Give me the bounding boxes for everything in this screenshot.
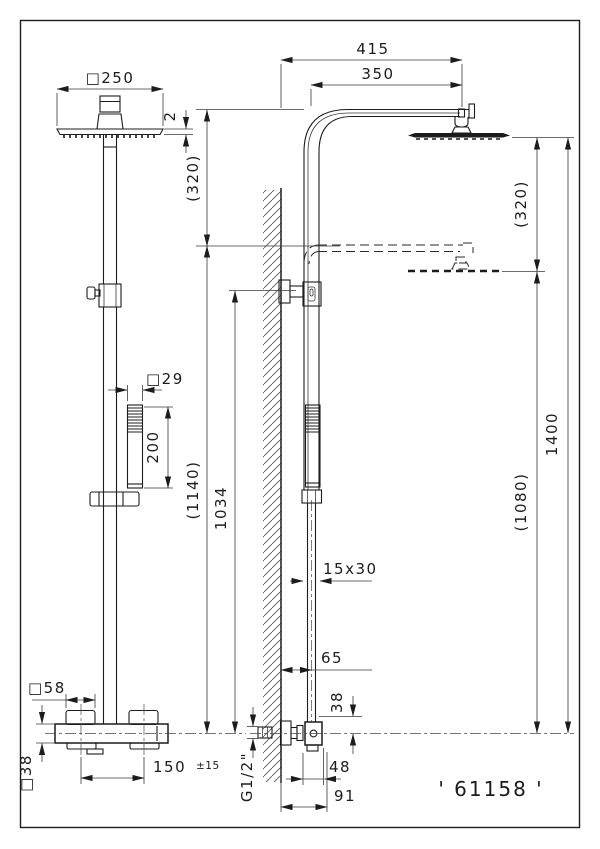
dim-lowered-height-label: (1080) xyxy=(512,472,530,532)
dim-wall-to-pipe-label: 65 xyxy=(321,649,344,667)
dim-arm-reach-pipe-label: 350 xyxy=(361,65,395,83)
dim-pipe-section-label: 15x30 xyxy=(323,560,378,578)
dim-front-height-adjust-label: (320) xyxy=(184,154,202,202)
dim-head-width-label: □250 xyxy=(85,69,135,87)
dim-handshower-length-label: 200 xyxy=(144,430,162,464)
dim-outlet-offset-label: 38 xyxy=(328,690,346,714)
drawing-frame xyxy=(21,21,580,828)
dim-bracket-height-label: 1034 xyxy=(212,485,230,531)
dim-arm-reach-wall-label: 415 xyxy=(356,40,390,58)
part-number: ' 61158 ' xyxy=(438,777,544,801)
dim-overall-height-label: 1400 xyxy=(543,411,561,457)
dim-valve-height-label: □38 xyxy=(17,754,35,792)
dim-overall-depth-label: 91 xyxy=(334,787,357,805)
dim-valve-depth-label: 48 xyxy=(329,758,352,776)
dim-front-outlet-height-label: (1140) xyxy=(184,460,202,520)
dim-handshower-width-label: □29 xyxy=(146,370,184,388)
dim-handle-width-label: □58 xyxy=(28,679,66,697)
dim-inlet-spacing-label: 150 xyxy=(153,758,187,776)
dim-head-thickness-label: 2 xyxy=(161,110,179,122)
dim-inlet-thread-label: G1/2" xyxy=(238,751,256,803)
dim-side-height-adjust-label: (320) xyxy=(512,180,530,228)
side-wall xyxy=(263,188,281,783)
dim-inlet-tolerance-label: ±15 xyxy=(196,760,220,772)
